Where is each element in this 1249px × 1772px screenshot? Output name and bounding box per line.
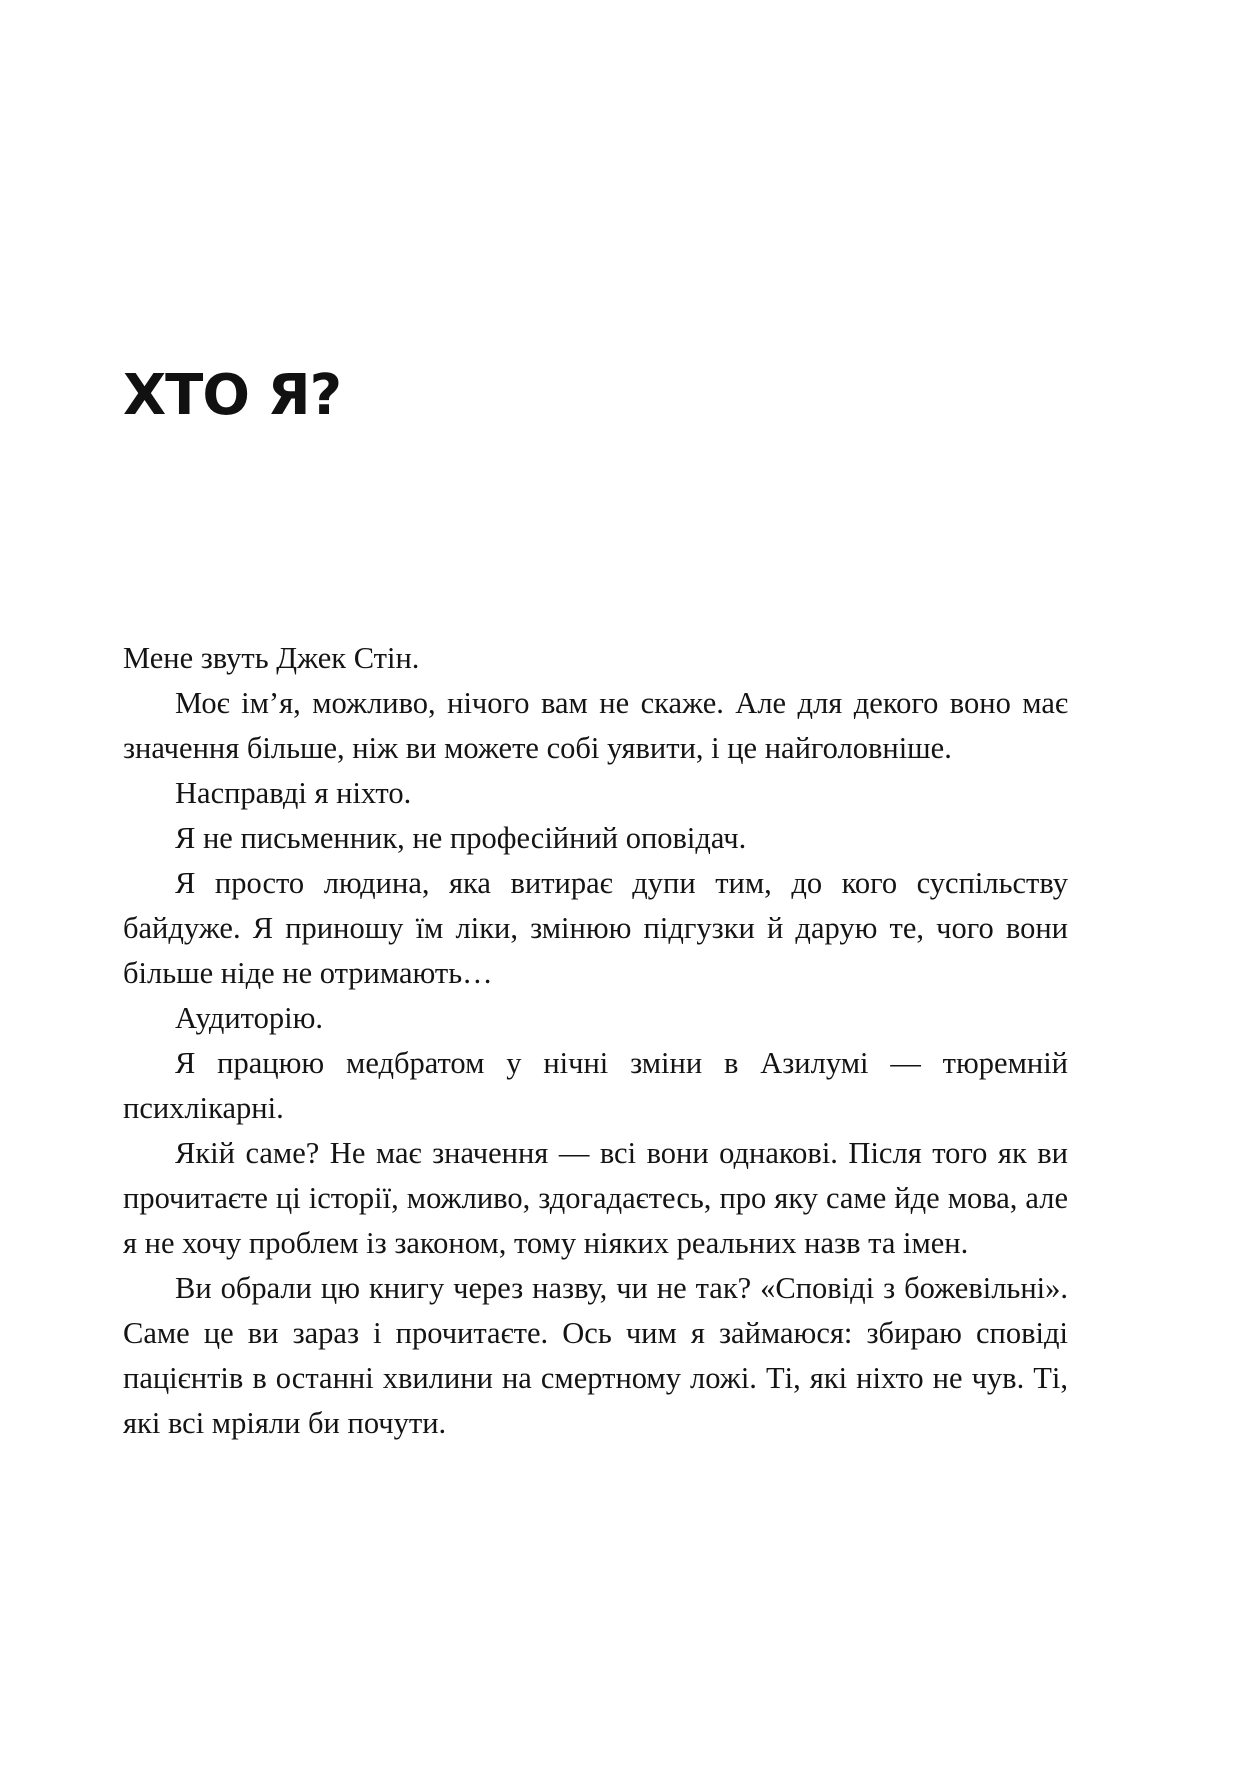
paragraph: Моє ім’я, можливо, нічого вам не скаже. Але для декого воно має значення більше, ніж ви можете собі уявити, і це найголовніше. [123,686,1068,765]
paragraph: Я не письменник, не професійний оповідач. [175,821,747,855]
paragraph: Я працюю медбратом у нічні зміни в Азилумі — тюремній психлікарні. [123,1046,1068,1125]
body-text-block [123,636,1068,1446]
paragraph: Мене звуть Джек Стін. [123,641,420,675]
paragraph: Якій саме? Не має значення — всі вони однакові. Після того як ви прочитаєте ці історії, можливо, здогадаєтесь, про яку саме йде мова, але я не хочу проблем із законом, тому ніяких реальних назв та імен. [123,1136,1068,1260]
page-title: ХТО Я? [123,362,342,428]
paragraph: Ви обрали цю книгу через назву, чи не так? «Сповіді з божевільні». Саме це ви зараз і прочитаєте. Ось чим я займаюся: збираю сповіді пацієнтів в останні хвилини на смертному ложі. Ті, які ніхто не чув. Ті, які всі мріяли би почути. [123,1271,1068,1440]
paragraph: Аудиторію. [175,1001,323,1035]
paragraph: Насправді я ніхто. [175,776,412,810]
paragraph: Я просто людина, яка витирає дупи тим, до кого суспільству байдуже. Я приношу їм ліки, змінюю підгузки й дарую те, чого вони більше ніде не отримають… [123,866,1068,990]
